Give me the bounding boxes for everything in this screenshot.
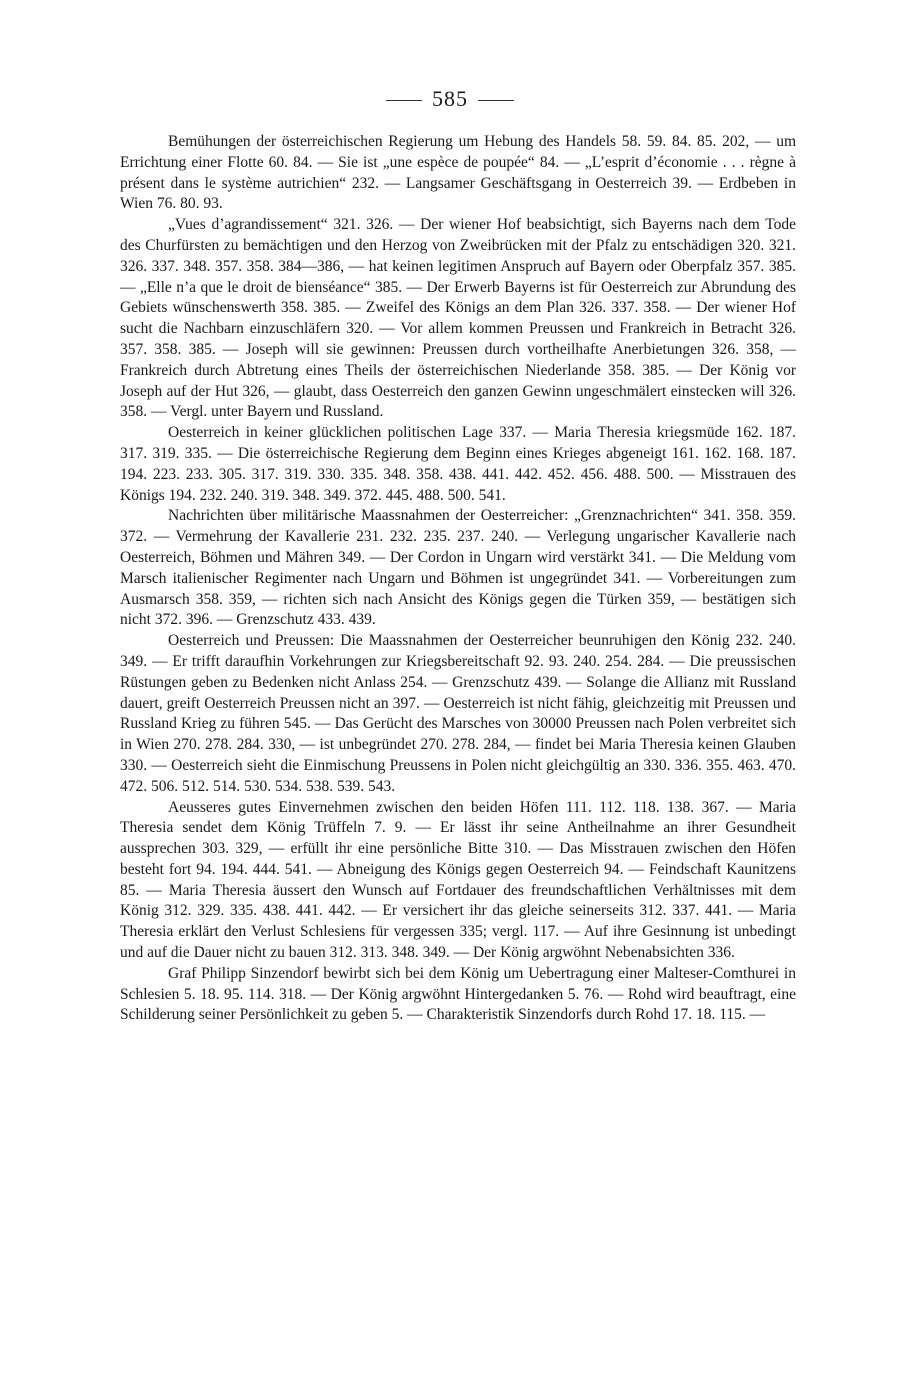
index-paragraph: Bemühungen der österreichischen Regierung um Hebung des Handels 58. 59. 84. 85. 202, — um Errichtung einer Flotte 60. 84. — Sie ist „une espèce de poupée“ 84. — „L’esprit d’économie . . . règne à présent dans le système autrichien“ 232. — Langsamer Geschäftsgang in Oesterreich 39. — Erdbeben in Wien 76. 80. 93.: [120, 133, 796, 213]
header-rule-right: [478, 100, 514, 101]
index-body: [120, 132, 796, 1026]
index-paragraph: „Vues d’agrandissement“ 321. 326. — Der wiener Hof beabsichtigt, sich Bayerns nach dem Tode des Churfürsten zu bemächtigen und den Herzog von Zweibrücken mit der Pfalz zu entschädigen 320. 321. 326. 337. 348. 357. 358. 384—386, — hat keinen legitimen Anspruch auf Bayern oder Oberpfalz 357. 385. — „Elle n’a que le droit de bienséance“ 385. — Der Erwerb Bayerns ist für Oesterreich zur Abrundung des Gebiets wünschenswerth 358. 385. — Zweifel des Königs an dem Plan 326. 337. 358. — Der wiener Hof sucht die Nachbarn einzuschläfern 320. — Vor allem kommen Preussen und Frankreich in Betracht 326. 357. 358. 385. — Joseph will sie gewinnen: Preussen durch vortheilhafte Anerbietungen 326. 358, — Frankreich durch Abtretung eines Theils der österreichischen Niederlande 358. 385. — Der König vor Joseph auf der Hut 326, — glaubt, dass Oesterreich den ganzen Gewinn ungeschmälert einstecken will 326. 358. — Vergl. unter Bayern und Russland.: [120, 216, 796, 421]
header-rule-left: [386, 100, 422, 101]
index-paragraph: Nachrichten über militärische Maassnahmen der Oesterreicher: „Grenznachrichten“ 341. 358. 359. 372. — Vermehrung der Kavallerie 231. 232. 235. 237. 240. — Verlegung ungarischer Kavallerie nach Oesterreich, Böhmen und Mähren 349. — Der Cordon in Ungarn wird verstärkt 341. — Die Meldung vom Marsch italienischer Regimenter nach Ungarn und Böhmen ist ungegründet 341. — Vorbereitungen zum Ausmarsch 358. 359, — richten sich nach Ansicht des Königs gegen die Türken 359, — bestätigen sich nicht 372. 396. — Grenzschutz 433. 439.: [120, 507, 796, 629]
page-number: 585: [432, 86, 468, 111]
page-header: [0, 84, 900, 114]
index-paragraph: Aeusseres gutes Einvernehmen zwischen den beiden Höfen 111. 112. 118. 138. 367. — Maria Theresia sendet dem König Trüffeln 7. 9. — Er lässt ihr seine Antheilnahme an ihrer Gesundheit aussprechen 303. 329, — erfüllt ihr eine persönliche Bitte 310. — Das Misstrauen zwischen den Höfen besteht fort 94. 194. 444. 541. — Abneigung des Königs gegen Oesterreich 94. — Feindschaft Kaunitzens 85. — Maria Theresia äussert den Wunsch auf Fortdauer des freundschaftlichen Verhältnisses mit dem König 312. 329. 335. 438. 441. 442. — Er versichert ihr das gleiche seinerseits 312. 337. 441. — Maria Theresia erklärt den Verlust Schlesiens für vergessen 335; vergl. 117. — Auf ihre Gesinnung ist unbedingt und auf die Dauer nicht zu bauen 312. 313. 348. 349. — Der König argwöhnt Nebenabsichten 336.: [120, 798, 796, 962]
index-paragraph: Oesterreich und Preussen: Die Maassnahmen der Oesterreicher beunruhigen den König 232. 240. 349. — Er trifft daraufhin Vorkehrungen zur Kriegsbereitschaft 92. 93. 240. 254. 284. — Die preussischen Rüstungen geben zu Bedenken nicht Anlass 254. — Grenzschutz 439. — Solange die Allianz mit Russland dauert, greift Oesterreich Preussen nicht an 397. — Oesterreich ist nicht fähig, gleichzeitig mit Preussen und Russland Krieg zu führen 545. — Das Gerücht des Marsches von 30000 Preussen nach Polen verbreitet sich in Wien 270. 278. 284. 330, — ist unbegründet 270. 278. 284, — findet bei Maria Theresia keinen Glauben 330. — Oesterreich sieht die Einmischung Preussens in Polen nicht gleichgültig an 330. 336. 355. 463. 470. 472. 506. 512. 514. 530. 534. 538. 539. 543.: [120, 632, 796, 795]
index-paragraph: Oesterreich in keiner glücklichen politischen Lage 337. — Maria Theresia kriegsmüde 162. 187. 317. 319. 335. — Die österreichische Regierung dem Beginn eines Krieges abgeneigt 161. 162. 168. 187. 194. 223. 233. 305. 317. 319. 330. 335. 348. 358. 438. 441. 442. 452. 456. 488. 500. — Misstrauen des Königs 194. 232. 240. 319. 348. 349. 372. 445. 488. 500. 541.: [120, 424, 796, 504]
index-paragraph: Graf Philipp Sinzendorf bewirbt sich bei dem König um Uebertragung einer Malteser-Comthurei in Schlesien 5. 18. 95. 114. 318. — Der König argwöhnt Hintergedanken 5. 76. — Rohd wird beauftragt, eine Schilderung seiner Persönlichkeit zu geben 5. — Charakteristik Sinzendorfs durch Rohd 17. 18. 115. —: [120, 964, 796, 1024]
